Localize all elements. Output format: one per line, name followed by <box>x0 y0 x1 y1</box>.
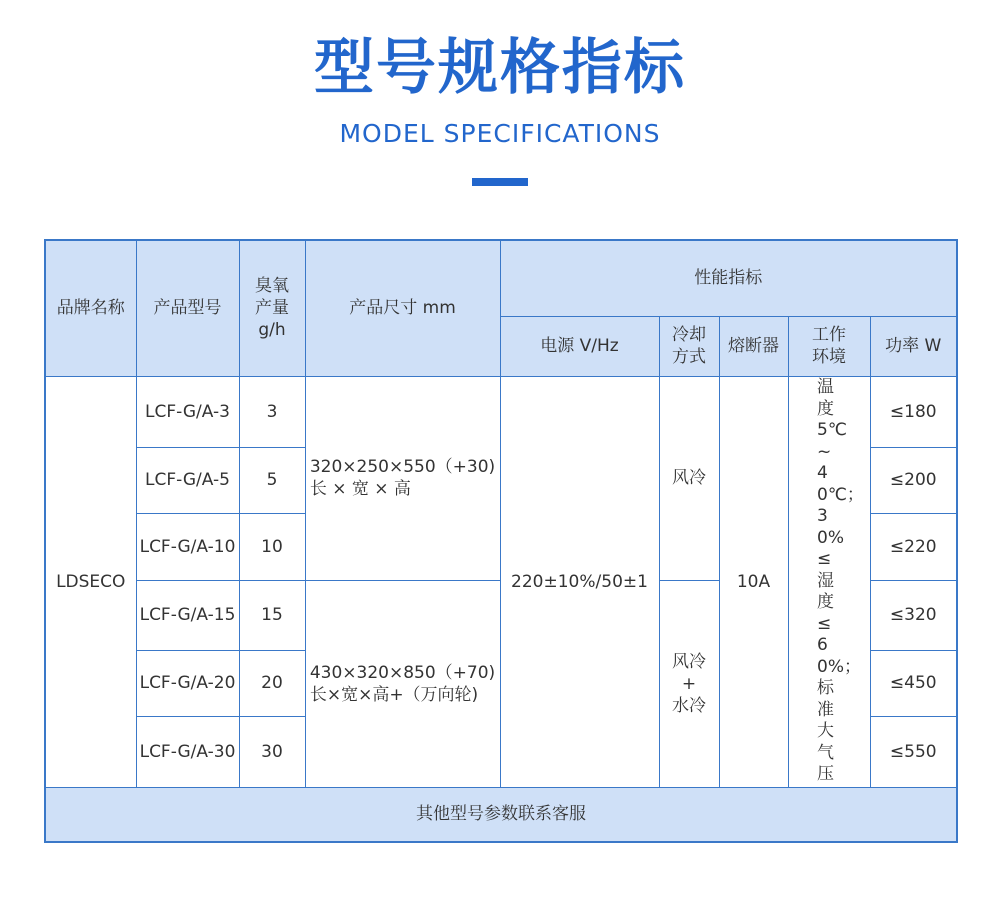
cooling-mixed-line2: + <box>681 673 697 694</box>
size-cell-small <box>305 376 500 580</box>
environment-text: 温度5℃~40℃；30%≤湿度≤60%；标准大气压 <box>817 377 864 785</box>
size-large-text <box>310 662 495 706</box>
wattage-cell: ≤550 <box>870 716 957 787</box>
size-small-line2: 长 × 宽 × 高 <box>309 479 411 499</box>
page-title: 型号规格指标 <box>314 33 686 103</box>
cooling-mixed-line3: 水冷 <box>672 695 706 716</box>
size-large-line2: 长×宽×高+（万向轮) <box>309 684 479 705</box>
wattage-cell: ≤220 <box>870 513 957 580</box>
header-wattage: 功率 W <box>870 316 957 376</box>
header-environment <box>788 316 870 376</box>
model-cell: LCF-G/A-5 <box>136 447 239 513</box>
cooling-cell-mixed <box>659 580 719 787</box>
header-performance: 性能指标 <box>500 240 957 316</box>
title-divider-bar <box>472 178 528 186</box>
ozone-cell: 3 <box>239 376 305 447</box>
spec-table <box>44 239 958 843</box>
header-model: 产品型号 <box>136 240 239 376</box>
environment-cell <box>788 376 870 787</box>
model-cell: LCF-G/A-3 <box>136 376 239 447</box>
ozone-cell: 5 <box>239 447 305 513</box>
wattage-cell: ≤320 <box>870 580 957 650</box>
header-environment-label: 工作环境 <box>812 325 846 367</box>
wattage-cell: ≤180 <box>870 376 957 447</box>
page-subtitle: MODEL SPECIFICATIONS <box>339 119 661 148</box>
fuse-cell: 10A <box>719 376 788 787</box>
brand-cell: LDSECO <box>45 376 136 787</box>
size-small-text <box>310 456 495 500</box>
ozone-cell: 15 <box>239 580 305 650</box>
header-size: 产品尺寸 mm <box>305 240 500 376</box>
header-cooling <box>659 316 719 376</box>
cooling-mixed-line1: 风冷 <box>672 651 706 672</box>
wattage-cell: ≤450 <box>870 650 957 716</box>
ozone-cell: 30 <box>239 716 305 787</box>
header-cooling-label: 冷却方式 <box>672 325 706 367</box>
header-fuse: 熔断器 <box>719 316 788 376</box>
wattage-cell: ≤200 <box>870 447 957 513</box>
header-ozone-label: 臭氧产量g/h <box>255 276 289 341</box>
model-cell: LCF-G/A-20 <box>136 650 239 716</box>
header-ozone <box>239 240 305 376</box>
size-cell-large <box>305 580 500 787</box>
header-power: 电源 V/Hz <box>500 316 659 376</box>
header-brand: 品牌名称 <box>45 240 136 376</box>
model-cell: LCF-G/A-10 <box>136 513 239 580</box>
ozone-cell: 20 <box>239 650 305 716</box>
footer-contact-note: 其他型号参数联系客服 <box>45 787 957 842</box>
size-large-line1: 430×320×850（+70) <box>309 662 496 683</box>
model-cell: LCF-G/A-30 <box>136 716 239 787</box>
ozone-cell: 10 <box>239 513 305 580</box>
model-cell: LCF-G/A-15 <box>136 580 239 650</box>
cooling-cell-air: 风冷 <box>659 376 719 580</box>
size-small-line1: 320×250×550（+30) <box>309 457 496 477</box>
power-cell: 220±10%/50±1 <box>500 376 659 787</box>
